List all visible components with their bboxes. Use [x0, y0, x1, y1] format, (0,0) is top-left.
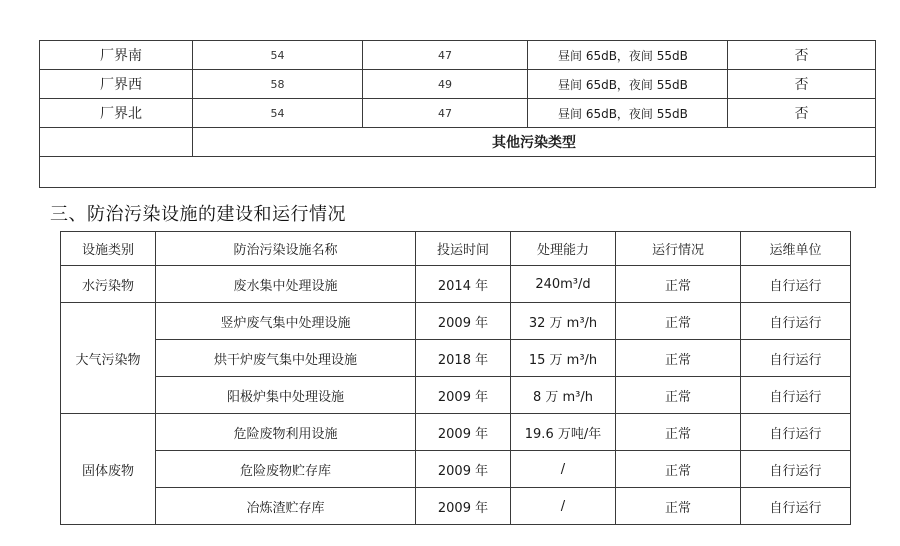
category-cell: 大气污染物	[61, 303, 156, 414]
night-value-cell: 47	[363, 99, 528, 128]
start-time-cell: 2009 年	[416, 488, 511, 525]
table-row	[40, 99, 876, 128]
table-row	[61, 377, 851, 414]
operator-cell: 自行运行	[741, 488, 851, 525]
day-value-cell: 54	[193, 41, 363, 70]
status-cell: 正常	[616, 488, 741, 525]
start-time-cell: 2009 年	[416, 414, 511, 451]
table-row	[61, 303, 851, 340]
facility-name-cell: 危险废物贮存库	[156, 451, 416, 488]
section-title: 三、防治污染设施的建设和运行情况	[50, 204, 346, 225]
site-cell: 厂界北	[40, 99, 193, 128]
start-time-cell: 2014 年	[416, 266, 511, 303]
operator-cell: 自行运行	[741, 377, 851, 414]
table-row	[61, 266, 851, 303]
table-row	[61, 488, 851, 525]
start-time-cell: 2009 年	[416, 451, 511, 488]
table-row	[61, 451, 851, 488]
operator-cell: 自行运行	[741, 303, 851, 340]
start-time-cell: 2009 年	[416, 377, 511, 414]
column-header: 运行情况	[616, 232, 741, 266]
facility-name-cell: 废水集中处理设施	[156, 266, 416, 303]
status-cell: 正常	[616, 266, 741, 303]
capacity-cell: 240m³/d	[511, 266, 616, 303]
facility-name-cell: 竖炉废气集中处理设施	[156, 303, 416, 340]
capacity-cell: 15 万 m³/h	[511, 340, 616, 377]
day-value-cell: 58	[193, 70, 363, 99]
status-cell: 正常	[616, 451, 741, 488]
table-row	[61, 414, 851, 451]
exceed-cell: 否	[728, 70, 876, 99]
start-time-cell: 2009 年	[416, 303, 511, 340]
table-row	[40, 157, 876, 188]
column-header: 防治污染设施名称	[156, 232, 416, 266]
table-header-row	[61, 232, 851, 266]
status-cell: 正常	[616, 303, 741, 340]
noise-monitoring-table	[39, 40, 876, 188]
table-row	[40, 128, 876, 157]
site-cell: 厂界西	[40, 70, 193, 99]
status-cell: 正常	[616, 414, 741, 451]
capacity-cell: /	[511, 451, 616, 488]
category-cell: 水污染物	[61, 266, 156, 303]
start-time-cell: 2018 年	[416, 340, 511, 377]
capacity-cell: /	[511, 488, 616, 525]
exceed-cell: 否	[728, 99, 876, 128]
operator-cell: 自行运行	[741, 451, 851, 488]
capacity-cell: 8 万 m³/h	[511, 377, 616, 414]
facility-name-cell: 阳极炉集中处理设施	[156, 377, 416, 414]
standard-cell: 昼间 65dB，夜间 55dB	[528, 70, 728, 99]
operator-cell: 自行运行	[741, 414, 851, 451]
day-value-cell: 54	[193, 99, 363, 128]
site-cell: 厂界南	[40, 41, 193, 70]
blank-cell	[40, 157, 876, 188]
blank-cell	[40, 128, 193, 157]
table-row	[40, 70, 876, 99]
night-value-cell: 49	[363, 70, 528, 99]
facility-name-cell: 烘干炉废气集中处理设施	[156, 340, 416, 377]
capacity-cell: 32 万 m³/h	[511, 303, 616, 340]
column-header: 处理能力	[511, 232, 616, 266]
status-cell: 正常	[616, 377, 741, 414]
capacity-cell: 19.6 万吨/年	[511, 414, 616, 451]
column-header: 设施类别	[61, 232, 156, 266]
operator-cell: 自行运行	[741, 340, 851, 377]
column-header: 运维单位	[741, 232, 851, 266]
column-header: 投运时间	[416, 232, 511, 266]
facility-name-cell: 危险废物利用设施	[156, 414, 416, 451]
other-pollution-heading: 其他污染类型	[193, 128, 876, 157]
night-value-cell: 47	[363, 41, 528, 70]
category-cell: 固体废物	[61, 414, 156, 525]
exceed-cell: 否	[728, 41, 876, 70]
operator-cell: 自行运行	[741, 266, 851, 303]
table-row	[61, 340, 851, 377]
standard-cell: 昼间 65dB，夜间 55dB	[528, 41, 728, 70]
status-cell: 正常	[616, 340, 741, 377]
facility-name-cell: 冶炼渣贮存库	[156, 488, 416, 525]
facility-table	[60, 231, 851, 525]
table-row	[40, 41, 876, 70]
standard-cell: 昼间 65dB，夜间 55dB	[528, 99, 728, 128]
